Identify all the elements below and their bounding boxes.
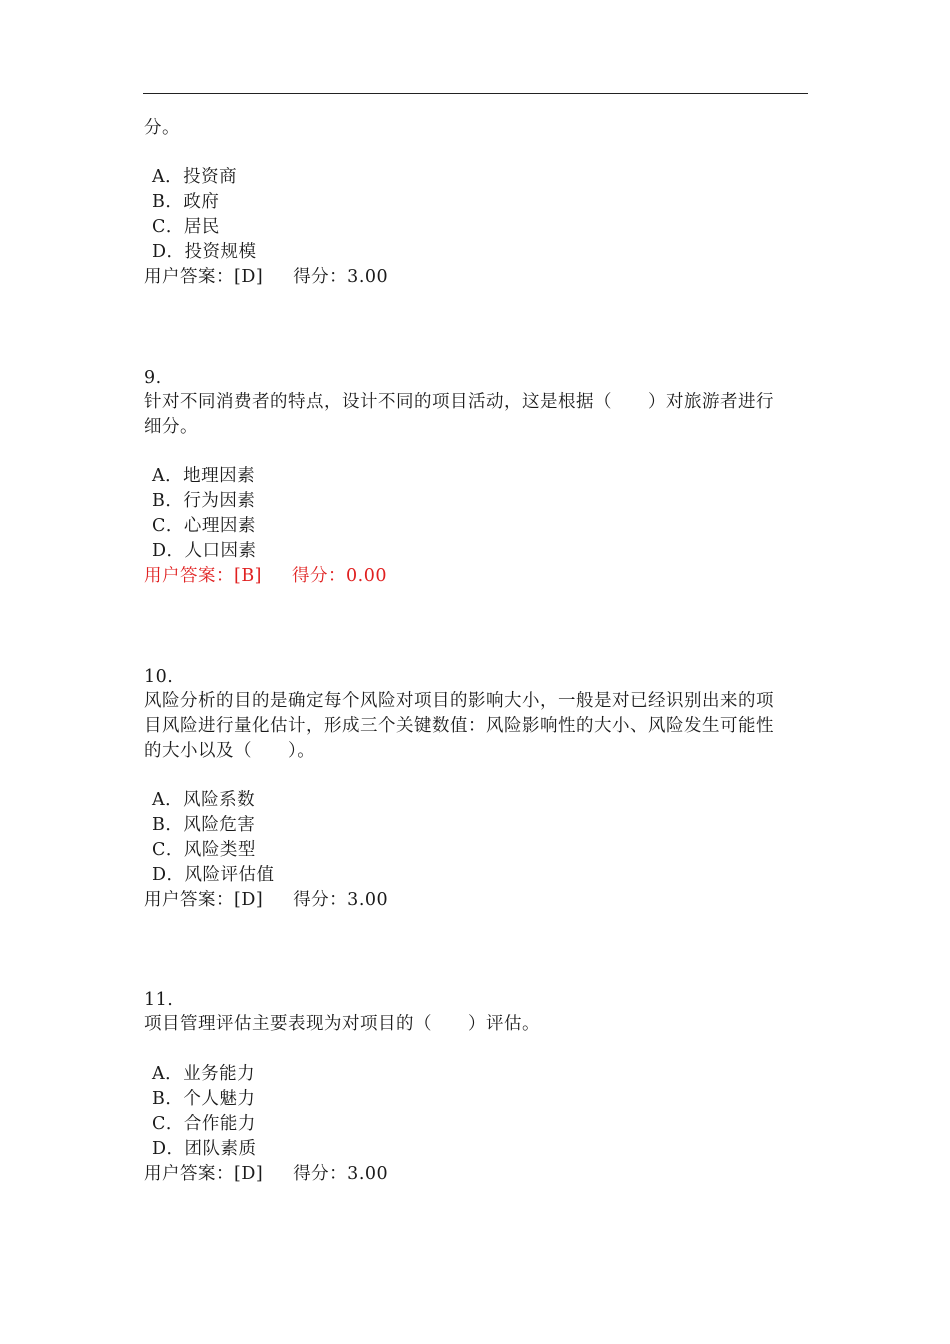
q10-stem-line-2: 目风险进行量化估计，形成三个关键数值：风险影响性的大小、风险发生可能性: [144, 716, 774, 736]
q11-score: 得分：3.00: [293, 1164, 389, 1184]
q11-option-d: D．团队素质: [152, 1139, 257, 1159]
q8-option-b: B．政府: [152, 192, 220, 212]
q9-option-d: D．人口因素: [152, 541, 257, 561]
q9-user-answer: 用户答案：[B]: [144, 566, 263, 586]
q11-option-c: C．合作能力: [152, 1114, 256, 1134]
q9-option-a: A．地理因素: [152, 466, 256, 486]
q8-result: [144, 265, 388, 290]
q11-option-a: A．业务能力: [152, 1064, 256, 1084]
q11-number: 11.: [144, 990, 174, 1010]
q10-result: [144, 888, 388, 913]
q10-user-answer: 用户答案：[D]: [144, 890, 264, 910]
header-rule: [143, 93, 808, 94]
q10-stem-line-3: 的大小以及（ ）。: [144, 741, 316, 761]
q10-number: 10.: [144, 667, 174, 687]
q8-option-d: D．投资规模: [152, 242, 257, 262]
q9-option-c: C．心理因素: [152, 516, 256, 536]
q9-score: 得分：0.00: [292, 566, 387, 586]
q11-option-b: B．个人魅力: [152, 1089, 256, 1109]
q10-option-c: C．风险类型: [152, 840, 256, 860]
q10-stem-line-1: 风险分析的目的是确定每个风险对项目的影响大小，一般是对已经识别出来的项: [144, 691, 774, 711]
q11-result: [144, 1162, 388, 1187]
q10-score: 得分：3.00: [293, 890, 389, 910]
q8-option-c: C．居民: [152, 217, 220, 237]
q11-user-answer: 用户答案：[D]: [144, 1164, 264, 1184]
question-8-stem-end: 分。: [144, 118, 180, 138]
q9-number: 9.: [144, 368, 162, 388]
q9-option-b: B．行为因素: [152, 491, 256, 511]
q10-option-a: A．风险系数: [152, 790, 256, 810]
q9-result: [144, 564, 387, 589]
q9-stem-line-2: 细分。: [144, 417, 198, 437]
q10-option-b: B．风险危害: [152, 815, 256, 835]
q10-option-d: D．风险评估值: [152, 865, 275, 885]
q8-user-answer: 用户答案：[D]: [144, 267, 264, 287]
q9-stem-line-1: 针对不同消费者的特点，设计不同的项目活动，这是根据（ ）对旅游者进行: [144, 392, 774, 412]
q11-stem-line-1: 项目管理评估主要表现为对项目的（ ）评估。: [144, 1014, 540, 1034]
q8-option-a: A．投资商: [152, 167, 238, 187]
q8-score: 得分：3.00: [293, 267, 389, 287]
